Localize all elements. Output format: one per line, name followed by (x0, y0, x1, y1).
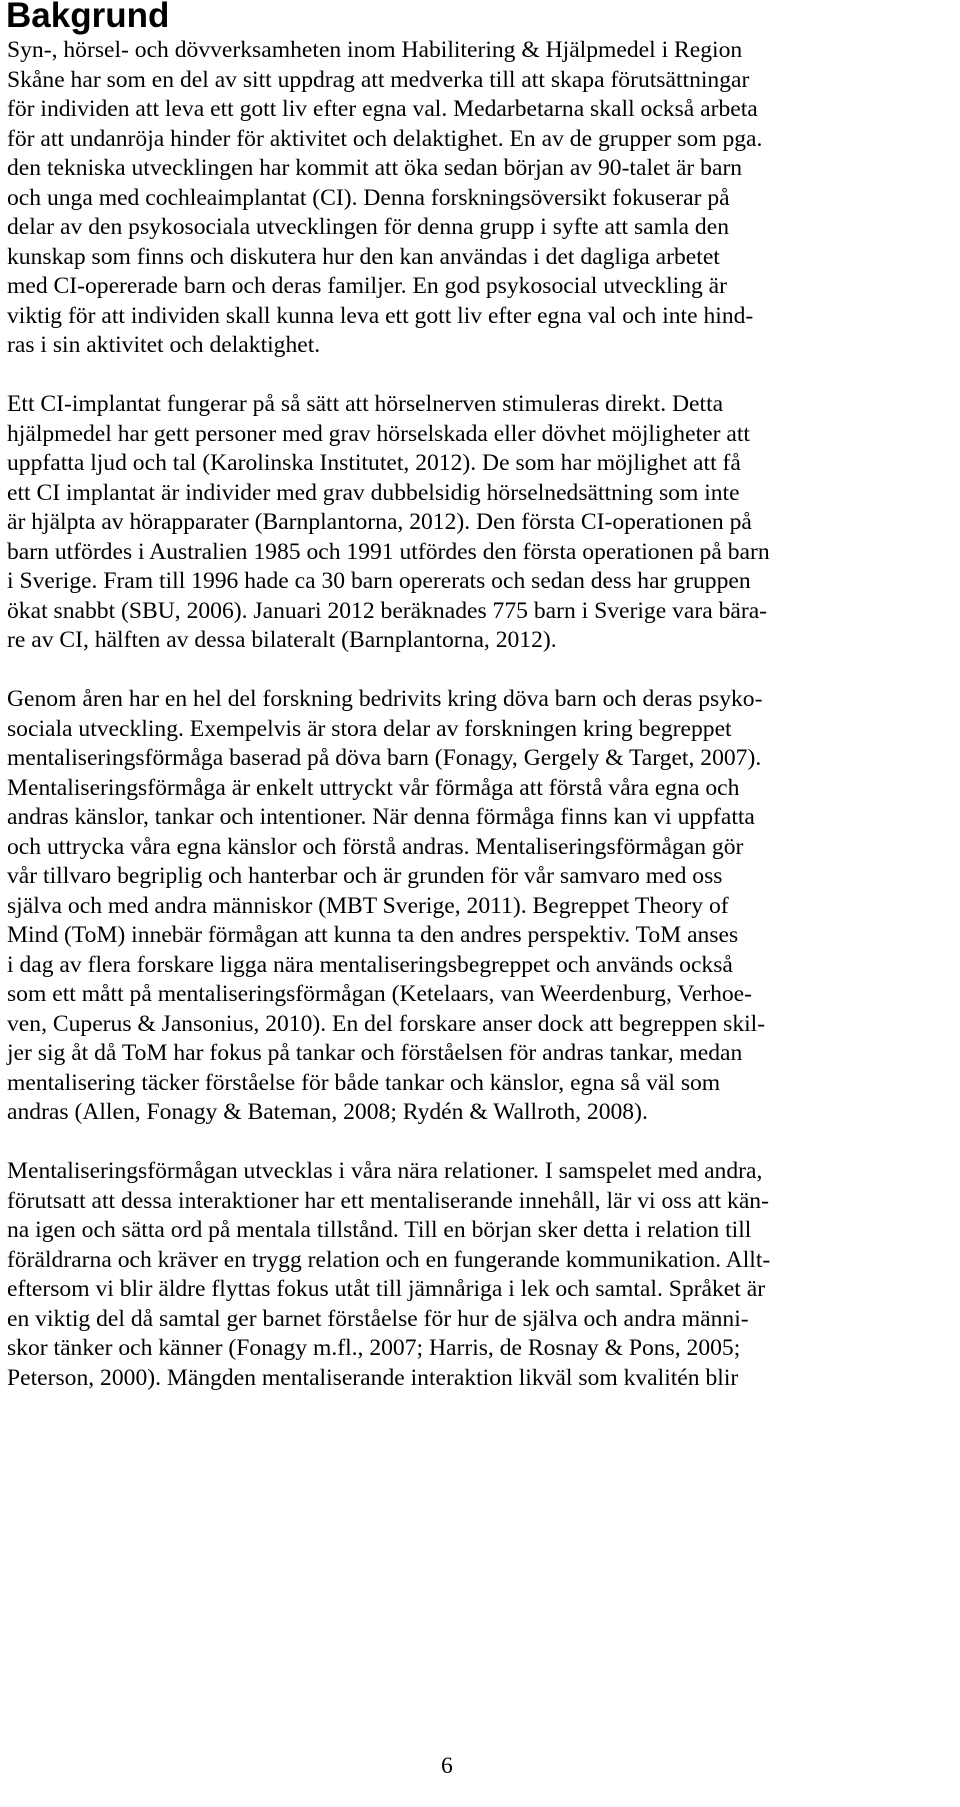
text-line: jer sig åt då ToM har fokus på tankar och förståelsen för andras tankar, medan (7, 1040, 743, 1066)
text-line: själva och med andra människor (MBT Sverige, 2011). Begreppet Theory of (7, 892, 729, 919)
text-line: uppfatta ljud och tal (Karolinska Institutet, 2012). De som har möjlighet att få (7, 450, 741, 476)
text-line: Peterson, 2000). Mängden mentaliserande interaktion likväl som kvalitén blir (7, 1364, 739, 1391)
text-line: andras (Allen, Fonagy & Bateman, 2008; Rydén & Wallroth, 2008). (7, 1099, 648, 1125)
paragraph-1 (7, 36, 807, 361)
text-line: är hjälpta av hörapparater (Barnplantorna, 2012). Den första CI-operationen på (7, 509, 752, 535)
paragraph-4 (7, 1157, 807, 1393)
text-line: med CI-opererade barn och deras familjer. En god psykosocial utveckling är (7, 273, 728, 299)
text-line: förutsatt att dessa interaktioner har ett mentaliserande innehåll, lär vi oss att kän- (7, 1187, 769, 1214)
text-line: sociala utveckling. Exempelvis är stora delar av forskningen kring begreppet (7, 715, 732, 742)
text-line: en viktig del då samtal ger barnet förståelse för hur de själva och andra männi- (7, 1305, 749, 1332)
text-line: hjälpmedel har gett personer med grav hörselskada eller dövhet möjligheter att (7, 420, 750, 447)
text-line: som ett mått på mentaliseringsförmågan (Ketelaars, van Weerdenburg, Verhoe- (7, 981, 752, 1007)
text-line: eftersom vi blir äldre flyttas fokus utåt till jämnåriga i lek och samtal. Språket är (7, 1276, 766, 1302)
text-line: Mentaliseringsförmågan utvecklas i våra nära relationer. I samspelet med andra, (7, 1158, 763, 1184)
text-line: Ett CI-implantat fungerar på så sätt att hörselnerven stimuleras direkt. Detta (7, 391, 724, 417)
text-line: föräldrarna och kräver en trygg relation och en fungerande kommunikation. Allt- (7, 1246, 771, 1273)
text-line: skor tänker och känner (Fonagy m.fl., 2007; Harris, de Rosnay & Pons, 2005; (7, 1335, 741, 1361)
paragraph-3 (7, 685, 807, 1128)
text-line: den tekniska utvecklingen har kommit att öka sedan början av 90-talet är barn (7, 155, 743, 181)
text-line: och uttrycka våra egna känslor och förstå andras. Mentaliseringsförmågan gör (7, 833, 744, 860)
text-line: i Sverige. Fram till 1996 hade ca 30 barn opererats och sedan dess har gruppen (7, 568, 751, 594)
text-line: delar av den psykosociala utvecklingen för denna grupp i syfte att samla den (7, 214, 729, 240)
text-line: mentalisering täcker förståelse för både tankar och känslor, egna så väl som (7, 1069, 721, 1096)
page-number: 6 (441, 1753, 453, 1779)
text-line: för att undanröja hinder för aktivitet och delaktighet. En av de grupper som pga. (7, 125, 763, 152)
text-line: Genom åren har en hel del forskning bedrivits kring döva barn och deras psyko- (7, 686, 763, 712)
text-line: ras i sin aktivitet och delaktighet. (7, 332, 321, 358)
text-line: ökat snabbt (SBU, 2006). Januari 2012 beräknades 775 barn i Sverige vara bära- (7, 597, 768, 624)
text-line: Mentaliseringsförmåga är enkelt uttryckt vår förmåga att förstå våra egna och (7, 774, 740, 801)
text-line: Skåne har som en del av sitt uppdrag att medverka till att skapa förutsättningar (7, 66, 750, 93)
text-line: viktig för att individen skall kunna leva ett gott liv efter egna val och inte hind- (7, 302, 754, 329)
section-heading: Bakgrund (6, 0, 170, 35)
text-line: i dag av flera forskare ligga nära mentaliseringsbegreppet och används också (7, 951, 733, 978)
text-line: andras känslor, tankar och intentioner. När denna förmåga finns kan vi uppfatta (7, 804, 755, 830)
text-line: kunskap som finns och diskutera hur den kan användas i det dagliga arbetet (7, 243, 720, 270)
text-line: re av CI, hälften av dessa bilateralt (Barnplantorna, 2012). (7, 627, 557, 653)
body-text (7, 36, 807, 1423)
text-line: na igen och sätta ord på mentala tillstånd. Till en början sker detta i relation till (7, 1217, 752, 1243)
text-line: vår tillvaro begriplig och hanterbar och är grunden för vår samvaro med oss (7, 863, 723, 889)
text-line: barn utfördes i Australien 1985 och 1991 utfördes den första operationen på barn (7, 538, 770, 565)
text-line: mentaliseringsförmåga baserad på döva barn (Fonagy, Gergely & Target, 2007). (7, 745, 762, 771)
text-line: för individen att leva ett gott liv efter egna val. Medarbetarna skall också arbeta (7, 96, 758, 122)
paragraph-2 (7, 390, 807, 656)
text-line: och unga med cochleaimplantat (CI). Denna forskningsöversikt fokuserar på (7, 184, 730, 211)
text-line: Mind (ToM) innebär förmågan att kunna ta den andres perspektiv. ToM anses (7, 922, 739, 948)
text-line: ven, Cuperus & Jansonius, 2010). En del forskare anser dock att begreppen skil- (7, 1010, 766, 1037)
text-line: ett CI implantat är individer med grav dubbelsidig hörselnedsättning som inte (7, 479, 740, 506)
text-line: Syn-, hörsel- och dövverksamheten inom Habilitering & Hjälpmedel i Region (7, 37, 743, 63)
